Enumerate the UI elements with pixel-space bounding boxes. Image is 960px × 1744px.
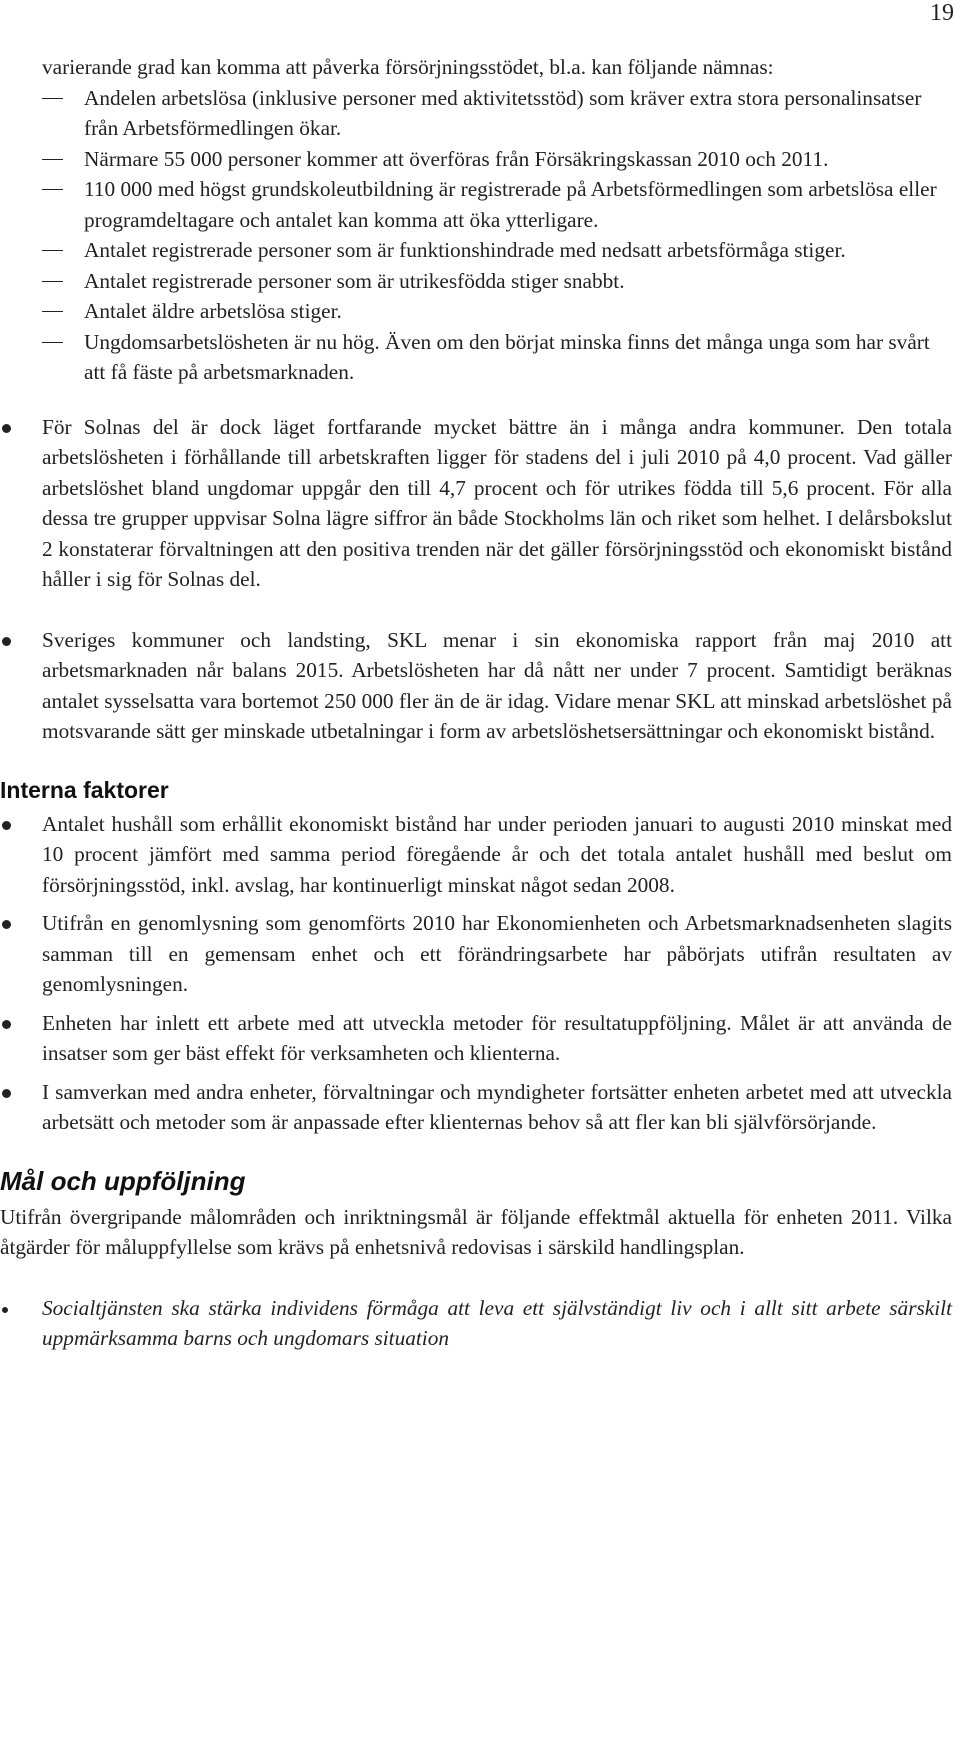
- page-number: 19: [930, 0, 954, 26]
- bullet-dot-icon: [2, 637, 11, 646]
- bullet-list-item: Sveriges kommuner och landsting, SKL menar i sin ekonomiska rapport från maj 2010 att arbetsmarknaden når balans 2015. Arbetslösheten har då nått ner under 7 procent. Samtidigt beräknas antalet sysselsatta vara bortemot 250 000 fler än de är idag. Vidare menar SKL att minskad arbetslöshet på motsvarande sätt ger minskade utbetalningar i form av arbetslöshetsersättningar och ekonomiskt bistånd.: [0, 625, 952, 747]
- dash-marker-icon: [42, 311, 63, 312]
- dash-marker-icon: [42, 98, 63, 99]
- section-heading-internal: Interna faktorer: [0, 776, 169, 803]
- bullet-dot-icon: [2, 1020, 11, 1029]
- bullet-dot-icon: [2, 424, 11, 433]
- dash-marker-icon: [42, 189, 63, 190]
- dash-list-item: Antalet äldre arbetslösa stiger.: [0, 296, 952, 327]
- bullet-list-item: Antalet hushåll som erhållit ekonomiskt bistånd har under perioden januari to augusti 2010 minskat med 10 procent jämfört med samma period föregående år och det totala antalet hushåll med beslut om försörjningsstöd, inkl. avslag, har kontinuerligt minskat något sedan 2008.: [0, 809, 952, 901]
- dash-list-item: Närmare 55 000 personer kommer att överföras från Försäkringskassan 2010 och 2011.: [0, 144, 952, 175]
- bullet-list-item: För Solnas del är dock läget fortfarande mycket bättre än i många andra kommuner. Den totala arbetslösheten i förhållande till arbetskraften ligger för stadens del i juli 2010 på 4,0 procent. Vad gäller arbetslöshet bland ungdomar uppgår den till 4,7 procent och för utrikes födda till 5,6 procent. För alla dessa tre grupper uppvisar Solna lägre siffror än både Stockholms län och riket som helhet. I delårsbokslut 2 konstaterar förvaltningen att den positiva trenden när det gäller försörjningsstöd och ekonomiskt bistånd håller i sig för Solnas del.: [0, 412, 952, 595]
- dash-list-item: Antalet registrerade personer som är utrikesfödda stiger snabbt.: [0, 266, 952, 297]
- bullet-list-item: Enheten har inlett ett arbete med att utveckla metoder för resultatuppföljning. Målet är att använda de insatser som ger bäst effekt för verksamheten och klienterna.: [0, 1008, 952, 1069]
- dash-list-item: 110 000 med högst grundskoleutbildning är registrerade på Arbetsförmedlingen som arbetslösa eller programdeltagare och antalet kan komma att öka ytterligare.: [0, 174, 952, 235]
- bullet-list-item: Utifrån en genomlysning som genomförts 2010 har Ekonomienheten och Arbetsmarknadsenheten slagits samman till en gemensam enhet och ett förändringsarbete har påbörjats utifrån resultaten av genomlysningen.: [0, 908, 952, 1000]
- dash-marker-icon: [42, 342, 63, 343]
- bullet-dot-icon: [2, 1089, 11, 1098]
- bullet-dot-icon: [2, 821, 11, 830]
- dash-list-item: Andelen arbetslösa (inklusive personer med aktivitetsstöd) som kräver extra stora personalinsatser från Arbetsförmedlingen ökar.: [0, 83, 952, 144]
- goals-paragraph: Utifrån övergripande målområden och inriktningsmål är följande effektmål aktuella för enheten 2011. Vilka åtgärder för måluppfyllelse som krävs på enhetsnivå redovisas i särskild handlingsplan.: [0, 1204, 952, 1259]
- dash-list: [0, 83, 952, 388]
- dash-marker-icon: [42, 159, 63, 160]
- goal-bullet-item: Socialtjänsten ska stärka individens förmåga att leva ett självständigt liv och i allt sitt arbete särskilt uppmärksamma barns och ungdomars situation: [0, 1293, 952, 1354]
- section-heading-goals: Mål och uppföljning: [0, 1165, 246, 1196]
- intro-paragraph: varierande grad kan komma att påverka försörjningsstödet, bl.a. kan följande nämnas:: [42, 55, 774, 79]
- dash-list-item: Antalet registrerade personer som är funktionshindrade med nedsatt arbetsförmåga stiger.: [0, 235, 952, 266]
- bullet-dot-icon: [2, 920, 11, 929]
- bullet-dot-icon: [2, 1307, 8, 1313]
- dash-marker-icon: [42, 281, 63, 282]
- document-body: [0, 52, 952, 1354]
- bullet-list-item: I samverkan med andra enheter, förvaltningar och myndigheter fortsätter enheten arbetet med att utveckla arbetsätt och metoder som är anpassade efter klienternas behov så att fler kan bli självförsörjande.: [0, 1077, 952, 1138]
- dash-marker-icon: [42, 250, 63, 251]
- dash-list-item: Ungdomsarbetslösheten är nu hög. Även om den börjat minska finns det många unga som har svårt att få fäste på arbetsmarknaden.: [0, 327, 952, 388]
